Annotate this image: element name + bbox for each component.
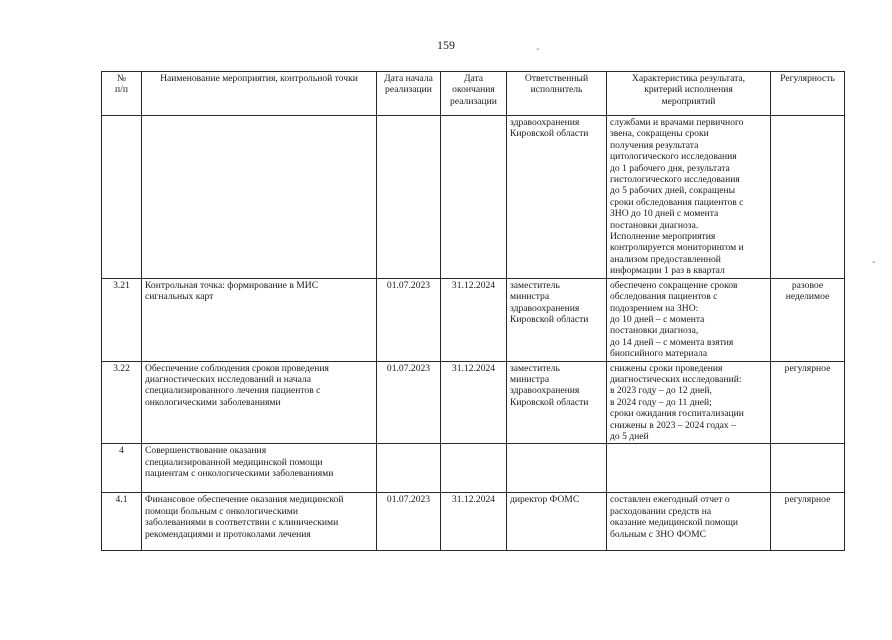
cell-regularity xyxy=(771,116,845,279)
cell-characteristic xyxy=(607,444,771,493)
cell-characteristic xyxy=(607,493,771,551)
cell-text-line: Кировской области xyxy=(510,128,589,140)
table-row xyxy=(102,444,845,493)
cell-text-line: № xyxy=(116,73,127,84)
cell-num: 3.21 xyxy=(102,278,142,361)
cell-text-line: обследования пациентов с xyxy=(610,291,718,303)
cell-text-line: рекомендациями и протоколами лечения xyxy=(145,528,311,540)
cell-text-line: до 10 дней – с момента xyxy=(610,313,705,325)
cell-text-line: заместитель xyxy=(510,362,560,374)
cell-text-line: до 1 рабочего дня, результата xyxy=(610,162,730,174)
cell-text-line: министра xyxy=(510,291,550,303)
cell-name xyxy=(142,493,377,551)
cell-name xyxy=(142,116,377,279)
cell-text-line: Регулярность xyxy=(780,73,835,84)
cell-num: 3.22 xyxy=(102,361,142,444)
cell-text-line: подозрением на ЗНО: xyxy=(610,302,699,314)
cell-text-line: специализированной медицинской помощи xyxy=(145,456,323,468)
cell-text-line: разовое xyxy=(791,279,824,291)
cell-start: 01.07.2023 xyxy=(377,278,441,361)
events-table xyxy=(101,71,845,551)
cell-text-line: Дата начала xyxy=(384,73,433,84)
cell-text-line: Обеспечение соблюдения сроков проведения xyxy=(145,362,329,374)
cell-name xyxy=(142,361,377,444)
header-name xyxy=(142,72,377,116)
cell-text-line: Наименование мероприятия, контрольной точки xyxy=(160,73,358,84)
cell-text-line: Контрольная точка: формирование в МИС xyxy=(145,279,319,291)
cell-text-line: до 5 рабочих дней, сокращены xyxy=(610,185,736,197)
cell-text-line: до 5 дней xyxy=(610,430,649,442)
cell-responsible xyxy=(507,493,607,551)
cell-text-line: Исполнение мероприятия xyxy=(610,231,716,243)
cell-text-line: сроки обследования пациентов с xyxy=(610,196,744,208)
cell-text-line: звена, сокращены сроки xyxy=(610,128,709,140)
cell-text-line: Совершенствование оказания xyxy=(145,445,267,457)
cell-responsible xyxy=(507,361,607,444)
cell-text-line: в 2023 году – до 12 дней, xyxy=(610,385,712,397)
cell-text-line: гистологического исследования xyxy=(610,174,740,186)
header-start xyxy=(377,72,441,116)
cell-regularity xyxy=(771,278,845,361)
cell-text-line: специализированного лечения пациентов с xyxy=(145,385,321,397)
cell-text-line: Кировской области xyxy=(510,313,589,325)
cell-start xyxy=(377,444,441,493)
cell-responsible xyxy=(507,116,607,279)
cell-responsible xyxy=(507,278,607,361)
cell-end: 31.12.2024 xyxy=(441,493,507,551)
cell-text-line: здравоохранения xyxy=(510,117,580,128)
cell-characteristic xyxy=(607,361,771,444)
cell-text-line: составлен ежегодный отчет о xyxy=(610,494,730,506)
cell-text-line: критерий исполнения xyxy=(644,84,733,96)
cell-text-line: в 2024 году – до 11 дней; xyxy=(610,396,712,408)
cell-text-line: п/п xyxy=(115,84,128,96)
cell-end: 31.12.2024 xyxy=(441,361,507,444)
table-row xyxy=(102,116,845,279)
cell-end xyxy=(441,444,507,493)
cell-text-line: анализом предоставленной xyxy=(610,253,721,265)
header-end xyxy=(441,72,507,116)
cell-text-line: мероприятий xyxy=(661,95,716,107)
cell-text-line: Дата xyxy=(463,73,484,84)
cell-text-line: реализации xyxy=(450,95,497,107)
cell-text-line: онкологическими заболеваниями xyxy=(145,396,281,408)
cell-text-line: до 14 дней – с момента взятия xyxy=(610,336,734,348)
cell-num: 4.1 xyxy=(102,493,142,551)
cell-regularity xyxy=(771,444,845,493)
cell-text-line: пациентам с онкологическими заболеваниями xyxy=(145,468,334,480)
cell-text-line: расходовании средств на xyxy=(610,505,712,517)
header-num xyxy=(102,72,142,116)
cell-responsible xyxy=(507,444,607,493)
header-characteristic xyxy=(607,72,771,116)
cell-start: 01.07.2023 xyxy=(377,493,441,551)
cell-text-line: регулярное xyxy=(784,494,831,506)
cell-text-line: регулярное xyxy=(784,362,831,374)
cell-text-line: цитологического исследования xyxy=(610,151,737,163)
table-header-row xyxy=(102,72,845,116)
cell-text-line: заместитель xyxy=(510,279,560,291)
cell-text-line: оказание медицинской помощи xyxy=(610,517,739,529)
page-number: 159 xyxy=(437,38,455,52)
cell-text-line: сигнальных карт xyxy=(145,291,214,303)
cell-start xyxy=(377,116,441,279)
cell-name xyxy=(142,444,377,493)
cell-num: 4 xyxy=(102,444,142,493)
cell-text-line: неделимое xyxy=(785,291,830,303)
cell-regularity xyxy=(771,361,845,444)
scan-mark: - xyxy=(536,44,540,55)
cell-text-line: постановки диагноза. xyxy=(610,219,699,231)
cell-text-line: снижены в 2023 – 2024 годах – xyxy=(610,419,736,431)
cell-end xyxy=(441,116,507,279)
cell-text-line: помощи больным с онкологическими xyxy=(145,505,298,517)
table-row xyxy=(102,361,845,444)
table-row xyxy=(102,278,845,361)
cell-text-line: диагностических исследований: xyxy=(610,373,742,385)
cell-text-line: Характеристика результата, xyxy=(631,73,746,84)
header-responsible xyxy=(507,72,607,116)
cell-text-line: окончания xyxy=(452,84,495,96)
cell-text-line: снижены сроки проведения xyxy=(610,362,723,374)
cell-text-line: Ответственный xyxy=(524,73,589,84)
cell-text-line: диагностических исследований и начала xyxy=(145,373,311,385)
cell-text-line: министра xyxy=(510,373,550,385)
cell-text-line: здравоохранения xyxy=(510,302,580,314)
cell-text-line: ЗНО до 10 дней с момента xyxy=(610,208,719,220)
scan-mark: - xyxy=(872,257,876,268)
cell-characteristic xyxy=(607,116,771,279)
cell-text-line: директор ФОМС xyxy=(510,494,580,506)
cell-text-line: сроки ожидания госпитализации xyxy=(610,408,744,420)
cell-text-line: контролируется мониторингом и xyxy=(610,242,744,254)
cell-text-line: здравоохранения xyxy=(510,385,580,397)
cell-text-line: исполнитель xyxy=(530,84,583,96)
cell-text-line: получения результата xyxy=(610,139,699,151)
cell-text-line: заболеваниями в соответствии с клиническими xyxy=(145,517,339,529)
header-regularity xyxy=(771,72,845,116)
cell-text-line: больным с ЗНО ФОМС xyxy=(610,528,707,540)
cell-characteristic xyxy=(607,278,771,361)
cell-text-line: Кировской области xyxy=(510,396,589,408)
cell-text-line: постановки диагноза, xyxy=(610,325,699,337)
cell-text-line: Финансовое обеспечение оказания медицинской xyxy=(145,494,344,506)
cell-text-line: информации 1 раз в квартал xyxy=(610,265,725,277)
cell-start: 01.07.2023 xyxy=(377,361,441,444)
cell-text-line: обеспечено сокращение сроков xyxy=(610,279,738,291)
cell-num xyxy=(102,116,142,279)
cell-end: 31.12.2024 xyxy=(441,278,507,361)
cell-text-line: службами и врачами первичного xyxy=(610,117,744,128)
cell-name xyxy=(142,278,377,361)
cell-text-line: биопсийного материала xyxy=(610,348,708,360)
cell-text-line: реализации xyxy=(385,84,432,96)
cell-regularity xyxy=(771,493,845,551)
table-row xyxy=(102,493,845,551)
